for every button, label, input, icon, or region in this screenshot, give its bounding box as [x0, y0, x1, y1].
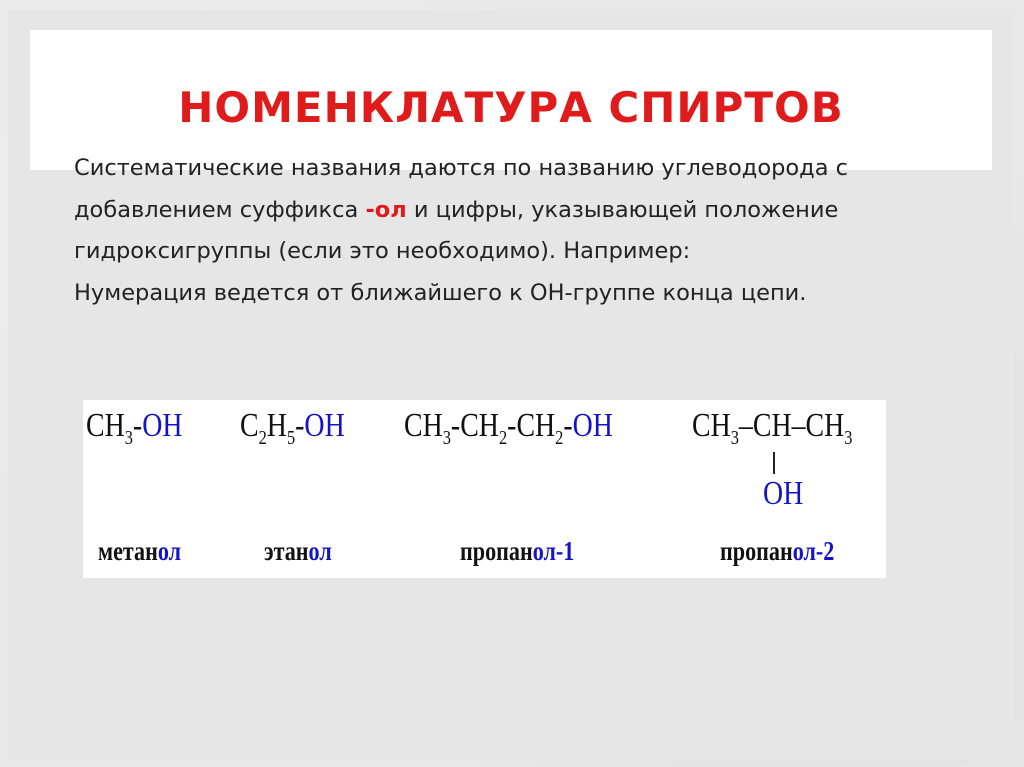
name-propanol-1	[460, 536, 574, 566]
formula-subscript: 3	[124, 427, 133, 449]
formula-part: -	[132, 407, 143, 444]
oh-group: OH	[142, 407, 183, 444]
suffix-highlight: -ол	[365, 196, 407, 223]
slide-title: НОМЕНКЛАТУРА СПИРТОВ	[178, 83, 844, 132]
formula-propanol-2-branch-oh: OH	[763, 475, 804, 512]
formula-subscript: 3	[730, 427, 739, 449]
name-suffix: ол-2	[792, 536, 835, 566]
formula-ethanol	[240, 407, 345, 449]
name-propanol-2	[720, 536, 834, 566]
formula-part: CH	[86, 407, 125, 444]
name-base: метан	[98, 536, 158, 566]
name-suffix: ол-1	[532, 536, 575, 566]
name-base: пропан	[720, 536, 793, 566]
formula-subscript: 3	[844, 427, 853, 449]
formula-propanol-1	[404, 407, 613, 449]
name-base: пропан	[460, 536, 533, 566]
oh-group: OH	[572, 407, 613, 444]
formula-part: -	[295, 407, 305, 444]
formula-subscript: 3	[442, 427, 451, 449]
name-base: этан	[264, 536, 309, 566]
formula-subscript: 5	[286, 427, 296, 449]
formula-part: -	[563, 407, 573, 444]
name-ethanol	[264, 536, 332, 566]
paragraph1-before: Систематические названия даются по названию углеводорода с добавлением суффикса	[74, 155, 849, 223]
paragraph1-after: и цифры, указывающей положение гидроксигруппы (если это необходимо). Например:	[74, 196, 839, 264]
formula-subscript: 2	[498, 427, 508, 449]
name-methanol	[98, 536, 181, 566]
oh-group: OH	[304, 407, 345, 444]
formula-part: –CH–CH	[738, 407, 845, 444]
branch-bond	[773, 452, 775, 474]
formula-part: C	[240, 407, 259, 444]
formula-part: H	[266, 407, 287, 444]
formula-part: CH	[404, 407, 443, 444]
paragraph-systematic-names	[74, 148, 894, 273]
paragraph-numbering: Нумерация ведется от ближайшего к ОН-группе конца цепи.	[74, 279, 807, 306]
name-suffix: ол	[157, 536, 182, 566]
formula-part: -CH	[450, 407, 499, 444]
formula-part: -CH	[507, 407, 556, 444]
body-text	[74, 148, 894, 314]
name-suffix: ол	[308, 536, 332, 566]
formula-subscript: 2	[555, 427, 564, 449]
formula-part: CH	[692, 407, 731, 444]
formula-subscript: 2	[258, 427, 267, 449]
formula-methanol	[86, 407, 183, 449]
formula-propanol-2	[692, 407, 853, 449]
